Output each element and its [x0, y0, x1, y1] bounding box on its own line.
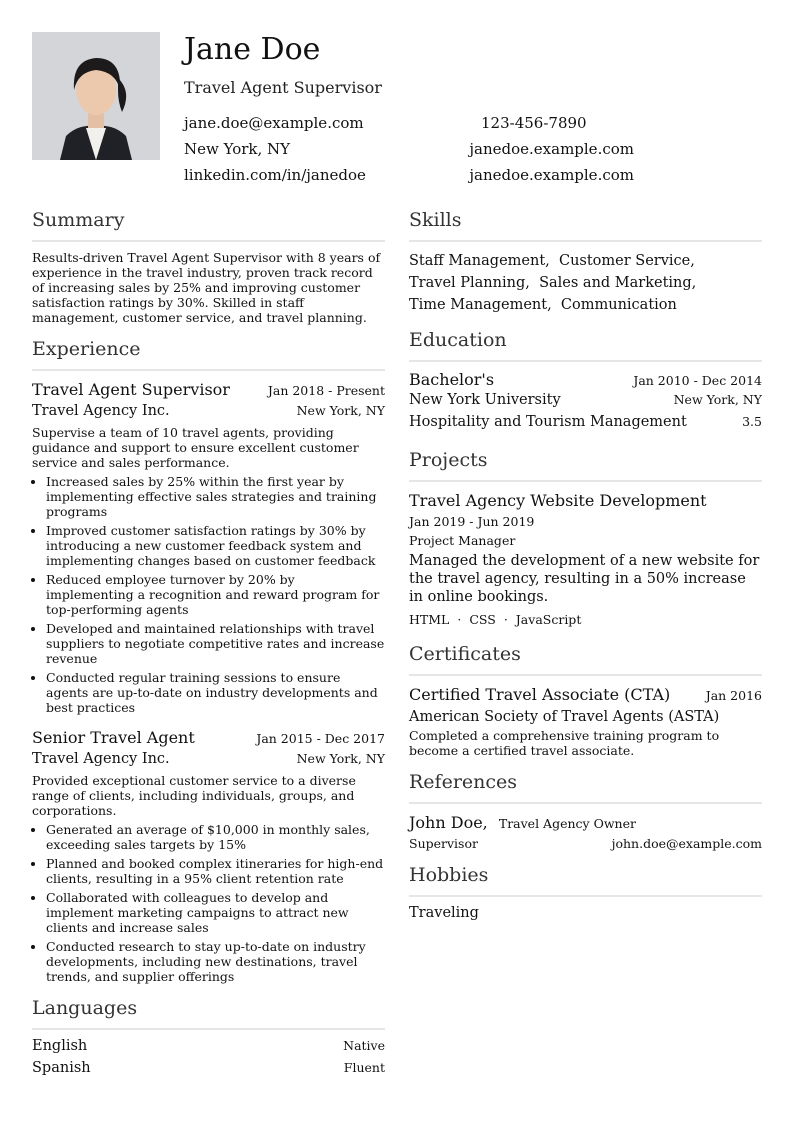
skill-item: Staff Management,	[409, 253, 550, 269]
education-school: New York University	[409, 392, 561, 408]
job-bullet: • Collaborated with colleagues to develop and implement marketing campaigns to attract new clients and increase sales	[46, 890, 385, 935]
candidate-name: Jane Doe	[184, 32, 321, 67]
job-bullet: • Improved customer satisfaction ratings by 30% by introducing a new customer feedback system and implementing changes based on customer feedback	[46, 523, 385, 568]
profile-photo-illustration	[32, 32, 160, 160]
hobbies-section	[409, 863, 762, 921]
education-section	[409, 328, 762, 436]
project-description: Managed the development of a new website for the travel agency, resulting in a 50% increase in online bookings.	[409, 553, 760, 605]
tag-separator: ·	[457, 612, 462, 627]
language-level: Fluent	[343, 1060, 385, 1075]
certificate-issuer: American Society of Travel Agents (ASTA)	[409, 709, 720, 725]
project-role: Project Manager	[409, 533, 516, 548]
job-company: Travel Agency Inc.	[32, 403, 170, 419]
job-bullet: • Conducted regular training sessions to ensure agents are up-to-date on industry developments and best practices	[46, 670, 385, 715]
job-summary: Provided exceptional customer service to a diverse range of clients, including individuals, groups, and corporations.	[32, 773, 356, 818]
section-heading: Skills	[409, 208, 762, 242]
education-field: Hospitality and Tourism Management	[409, 414, 687, 430]
job-bullet: • Developed and maintained relationships with travel suppliers to negotiate competitive rates and increase revenue	[46, 621, 385, 666]
profile-photo	[32, 32, 160, 160]
left-column	[32, 208, 385, 1094]
summary-section	[32, 208, 385, 325]
reference-relation: Supervisor	[409, 836, 478, 851]
certificates-section	[409, 642, 762, 758]
language-level: Native	[343, 1038, 385, 1053]
education-date: Jan 2010 - Dec 2014	[633, 373, 762, 388]
projects-section	[409, 448, 762, 630]
candidate-title: Travel Agent Supervisor	[184, 78, 382, 97]
reference-role: Travel Agency Owner	[498, 816, 636, 831]
skills-section	[409, 208, 762, 316]
section-heading: Languages	[32, 996, 385, 1030]
job-entry	[32, 727, 385, 984]
language-name: English	[32, 1038, 88, 1054]
contact-linkedin[interactable]: linkedin.com/in/janedoe	[184, 166, 366, 184]
education-location: New York, NY	[673, 392, 762, 407]
project-title: Travel Agency Website Development	[409, 491, 707, 510]
skill-item: Communication	[560, 297, 677, 313]
hobby-item: Traveling	[409, 905, 479, 921]
certificate-description: Completed a comprehensive training program to become a certified travel associate.	[409, 728, 720, 758]
section-heading: Summary	[32, 208, 385, 242]
job-date: Jan 2018 - Present	[267, 383, 385, 398]
resume-page	[32, 32, 762, 1076]
summary-text: Results-driven Travel Agent Supervisor with 8 years of experience in the travel industry, proven track record of increasing sales by 25% and improving customer satisfaction ratings by 30%. Skilled in staff management, customer service, and travel planning.	[32, 250, 381, 325]
project-tag: JavaScript	[515, 612, 582, 627]
language-name: Spanish	[32, 1060, 91, 1076]
section-heading: Hobbies	[409, 863, 762, 897]
language-item	[32, 1038, 385, 1060]
certificate-title: Certified Travel Associate (CTA)	[409, 685, 671, 704]
contact-phone[interactable]: 123-456-7890	[481, 114, 587, 132]
contact-email[interactable]: jane.doe@example.com	[184, 114, 364, 132]
job-bullet: • Reduced employee turnover by 20% by implementing a recognition and reward program for top-performing agents	[46, 572, 385, 617]
project-tags	[409, 610, 762, 630]
job-date: Jan 2015 - Dec 2017	[256, 731, 385, 746]
skill-item: Travel Planning,	[409, 275, 530, 291]
job-title: Senior Travel Agent	[32, 728, 195, 747]
skill-item: Time Management,	[409, 297, 552, 313]
section-heading: Projects	[409, 448, 762, 482]
job-bullets	[32, 822, 385, 984]
contact-website[interactable]: janedoe.example.com	[469, 140, 634, 158]
contact-location: New York, NY	[184, 140, 291, 158]
resume-header	[32, 32, 762, 192]
job-bullet: • Increased sales by 25% within the first year by implementing effective sales strategies and training programs	[46, 474, 385, 519]
certificate-date: Jan 2016	[705, 688, 762, 703]
job-summary: Supervise a team of 10 travel agents, providing guidance and support to ensure excellent customer service and sales performance.	[32, 425, 359, 470]
job-bullet: • Generated an average of $10,000 in monthly sales, exceeding sales targets by 15%	[46, 822, 385, 852]
skill-item: Sales and Marketing,	[539, 275, 697, 291]
skill-item: Customer Service,	[558, 253, 695, 269]
section-heading: References	[409, 770, 762, 804]
job-company: Travel Agency Inc.	[32, 751, 170, 767]
job-title: Travel Agent Supervisor	[32, 380, 230, 399]
education-gpa: 3.5	[742, 414, 762, 429]
job-location: New York, NY	[296, 751, 385, 766]
section-heading: Experience	[32, 337, 385, 371]
job-bullets	[32, 474, 385, 715]
job-bullet: • Planned and booked complex itineraries for high-end clients, resulting in a 95% client retention rate	[46, 856, 385, 886]
contact-website-secondary[interactable]: janedoe.example.com	[469, 166, 634, 184]
job-bullet: • Conducted research to stay up-to-date on industry developments, including new destinations, travel trends, and supplier offerings	[46, 939, 385, 984]
section-heading: Certificates	[409, 642, 762, 676]
languages-section	[32, 996, 385, 1082]
references-section	[409, 770, 762, 851]
education-degree: Bachelor's	[409, 370, 495, 389]
project-tag: HTML	[409, 612, 450, 627]
tag-separator: ·	[503, 612, 508, 627]
experience-section	[32, 337, 385, 984]
job-entry	[32, 379, 385, 715]
job-location: New York, NY	[296, 403, 385, 418]
project-date: Jan 2019 - Jun 2019	[409, 514, 535, 529]
language-item	[32, 1060, 385, 1082]
reference-name: John Doe,	[409, 813, 488, 832]
right-column	[409, 208, 762, 933]
section-heading: Education	[409, 328, 762, 362]
project-tag: CSS	[469, 612, 496, 627]
contact-info	[184, 113, 634, 191]
reference-email[interactable]: john.doe@example.com	[611, 836, 762, 851]
